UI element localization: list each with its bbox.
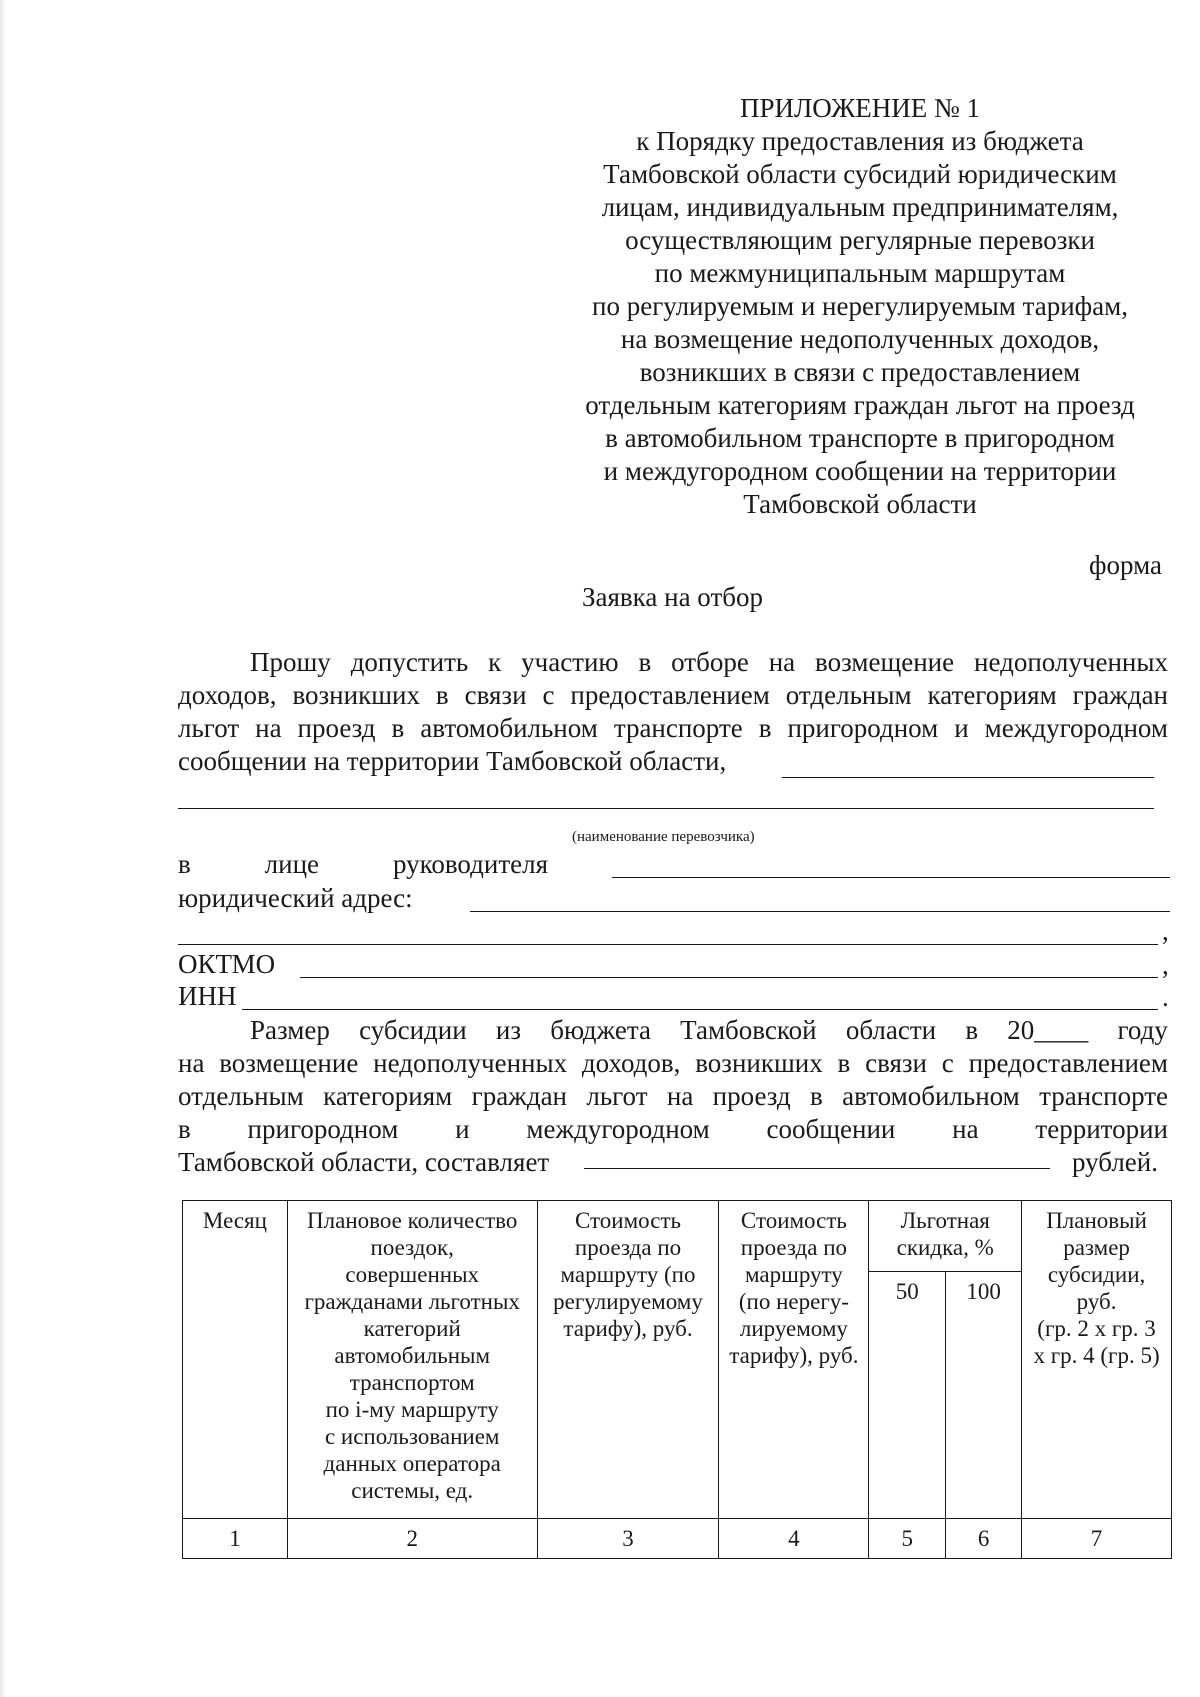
subsidy-line: Размер субсидии из бюджета Тамбовской области в 20____ году <box>250 1015 1168 1045</box>
oktmo-blank[interactable] <box>300 977 1158 978</box>
header-discount: Льготная скидка, % <box>869 1201 1022 1272</box>
scan-edge-shadow <box>0 0 6 1697</box>
comma: , <box>1162 950 1169 980</box>
appendix-line: в автомобильном транспорте в пригородном <box>605 423 1115 453</box>
period: . <box>1162 982 1169 1012</box>
subsidy-line: Тамбовской области, составляет рублей. <box>178 1147 1158 1177</box>
appendix-line: Тамбовской области <box>743 489 977 519</box>
header-cost-unregulated: Стоимость проезда по маршруту (по нерегу- лируемому тарифу), руб. <box>719 1201 869 1519</box>
header-discount-100: 100 <box>946 1272 1022 1519</box>
subsidy-amount-blank[interactable] <box>584 1168 1050 1169</box>
inn-label: ИНН <box>178 981 237 1011</box>
request-line: доходов, возникших в связи с предоставлением отдельным категориям граждан <box>178 680 1168 710</box>
appendix-heading: ПРИЛОЖЕНИЕ № 1 <box>739 93 981 123</box>
request-line: сообщении на территории Тамбовской области, <box>178 746 727 776</box>
subsidy-line: в пригородном и междугородном сообщении на территории <box>178 1114 1168 1144</box>
carrier-name-caption: (наименование перевозчика) <box>572 829 755 845</box>
header-planned-subsidy: Плановый размер субсидии, руб. (гр. 2 х гр. 3 х гр. 4 (гр. 5) <box>1022 1201 1172 1519</box>
column-number: 7 <box>1022 1519 1172 1559</box>
appendix-line: и междугородном сообщении на территории <box>603 456 1117 486</box>
subsidy-line: на возмещение недополученных доходов, возникших в связи с предоставлением <box>178 1048 1168 1078</box>
appendix-line: лицам, индивидуальным предпринимателям, <box>601 192 1119 222</box>
carrier-name-blank[interactable] <box>782 777 1154 778</box>
appendix-line: возникших в связи с предоставлением <box>639 357 1081 387</box>
table-header-row <box>183 1201 1172 1272</box>
column-number: 5 <box>869 1519 946 1559</box>
request-line: льгот на проезд в автомобильном транспорте в пригородном и междугородном <box>178 713 1168 743</box>
column-number: 2 <box>287 1519 537 1559</box>
column-number: 4 <box>719 1519 869 1559</box>
column-number: 1 <box>183 1519 288 1559</box>
head-name-blank[interactable] <box>612 877 1170 878</box>
subsidy-paragraph <box>178 1014 1168 1179</box>
legal-address-label: юридический адрес: <box>178 883 413 913</box>
appendix-line: по межмуниципальным маршрутам <box>654 258 1066 288</box>
subsidy-line: отдельным категориям граждан льгот на проезд в автомобильном транспорте <box>178 1081 1168 1111</box>
request-paragraph <box>178 646 1168 778</box>
header-discount-50: 50 <box>869 1272 946 1519</box>
appendix-line: по регулируемым и нерегулируемым тарифам, <box>592 291 1128 321</box>
legal-address-blank-2[interactable] <box>178 944 1158 945</box>
column-number: 6 <box>946 1519 1022 1559</box>
legal-address-blank[interactable] <box>470 911 1170 912</box>
oktmo-label: ОКТМО <box>178 949 276 979</box>
subsidy-table <box>182 1200 1172 1559</box>
in-person-label: в лице руководителя <box>178 849 548 879</box>
header-month: Месяц <box>183 1201 288 1519</box>
carrier-name-blank-2[interactable] <box>178 808 1154 809</box>
request-line: Прошу допустить к участию в отборе на возмещение недополученных <box>250 647 1168 677</box>
column-number: 3 <box>537 1519 719 1559</box>
appendix-line: Тамбовской области субсидий юридическим <box>603 159 1117 189</box>
appendix-header <box>560 92 1160 521</box>
comma: , <box>1162 916 1169 946</box>
appendix-line: отдельным категориям граждан льгот на проезд <box>585 390 1135 420</box>
document-title: Заявка на отбор <box>582 582 763 612</box>
table-number-row <box>183 1519 1172 1559</box>
appendix-line: на возмещение недополученных доходов, <box>620 324 1100 354</box>
appendix-line: к Порядку предоставления из бюджета <box>636 126 1084 156</box>
header-planned-trips: Плановое количество поездок, совершенных гражданами льготных категорий автомобильным транспортом по i-му маршруту с использованием данных оператора системы, ед. <box>287 1201 537 1519</box>
appendix-line: осуществляющим регулярные перевозки <box>625 225 1095 255</box>
form-label: форма <box>1089 550 1162 580</box>
header-cost-regulated: Стоимость проезда по маршруту (по регулируемому тарифу), руб. <box>537 1201 719 1519</box>
inn-blank[interactable] <box>242 1009 1158 1010</box>
